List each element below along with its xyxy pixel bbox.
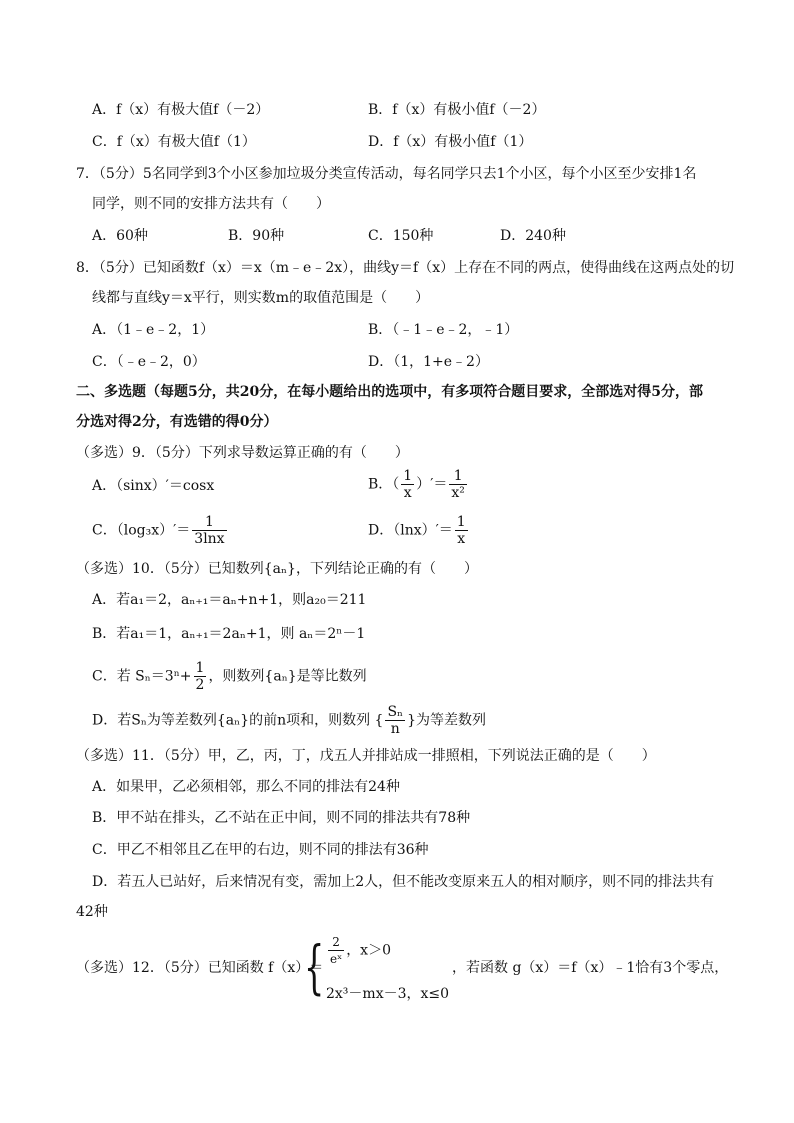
q9-b-result-denominator: x²: [451, 485, 465, 501]
q10-c-prefix: C．若 Sₙ＝3ⁿ+: [92, 668, 192, 685]
q7-option-b: B．90种: [228, 228, 285, 244]
q10-d-prefix: D．若Sₙ为等差数列{aₙ}的前n项和，则数列 {: [92, 712, 384, 729]
q9-d-numerator: 1: [456, 514, 466, 530]
q8-option-b: B．（﹣1﹣e﹣2，﹣1）: [368, 322, 519, 338]
q10-option-b: B．若a₁＝1，aₙ₊₁＝2aₙ+1，则 aₙ＝2ⁿ－1: [92, 626, 366, 642]
q10-d-suffix: }为等差数列: [407, 712, 487, 729]
q10-d-fraction: [385, 704, 405, 737]
q9-option-d: [368, 514, 470, 547]
q9-stem: （多选）9．（5分）下列求导数运算正确的有（ ）: [76, 445, 409, 461]
q11-option-a: A．如果甲，乙必须相邻，那么不同的排法有24种: [92, 779, 400, 795]
q9-d-denominator: x: [457, 531, 466, 547]
q12-stem-prefix: （多选）12．（5分）已知函数 f（x）＝: [76, 960, 324, 976]
q7-option-d: D．240种: [500, 228, 566, 244]
q10-d-denominator: n: [390, 721, 400, 737]
q12-case1-numerator: 2: [328, 934, 344, 951]
q9-b-middle: ）′＝: [416, 476, 448, 493]
q10-option-d: [92, 704, 486, 737]
q11-stem: （多选）11．（5分）甲，乙，丙，丁，戊五人并排站成一排照相，下列说法正确的是（ ）: [76, 748, 656, 764]
q10-option-a: A．若a₁＝2，aₙ₊₁＝aₙ+n+1，则a₂₀＝211: [92, 592, 367, 608]
q9-b-denominator: x: [403, 485, 412, 501]
q7-stem-line1: 7．（5分）5名同学到3个小区参加垃圾分类宣传活动，每名同学只去1个小区，每个小区至少安排1名: [76, 166, 697, 182]
q9-c-denominator: 3lnx: [194, 531, 225, 547]
q11-option-d-line1: D．若五人已站好，后来情况有变，需加上2人，但不能改变原来五人的相对顺序，则不同的排法共有: [92, 874, 715, 890]
q12-case-2: 2x³－mx－3，x≤0: [326, 986, 450, 1002]
section-heading-line1: 二、多选题（每题5分，共20分，在每小题给出的选项中，有多项符合题目要求，全部选对得5分，部: [76, 384, 703, 400]
q9-d-fraction: [455, 514, 468, 547]
q9-option-c: [92, 514, 229, 547]
q6-option-b: B．f（x）有极小值f（－2）: [368, 102, 546, 118]
q9-c-prefix: C．（log₃x）′＝: [92, 522, 191, 539]
q8-option-a: A．（1﹣e﹣2，1）: [92, 322, 215, 338]
q10-option-c: [92, 660, 367, 693]
q12-stem-suffix: ，若函数 g（x）＝f（x）﹣1恰有3个零点，: [452, 960, 729, 976]
q9-c-fraction: [192, 514, 226, 547]
q9-b-result-fraction: [449, 468, 467, 501]
q10-c-denominator: 2: [195, 677, 205, 693]
q10-d-numerator: Sₙ: [387, 704, 404, 720]
q9-c-numerator: 1: [192, 514, 226, 531]
q11-option-d-line2: 42种: [76, 904, 108, 920]
q10-c-suffix: ，则数列{aₙ}是等比数列: [208, 668, 367, 685]
q9-b-fraction: [401, 468, 414, 501]
q8-stem-line2: 线都与直线y＝x平行，则实数m的取值范围是（ ）: [92, 290, 430, 306]
q6-option-c: C．f（x）有极大值f（1）: [92, 134, 256, 150]
q8-stem-line1: 8．（5分）已知函数f（x）＝x（m﹣e﹣2x），曲线y＝f（x）上存在不同的两点，使得曲线在这两点处的切: [76, 260, 735, 276]
q12-case1-fraction: [328, 934, 344, 967]
q11-option-c: C．甲乙不相邻且乙在甲的右边，则不同的排法有36种: [92, 842, 429, 858]
piecewise-brace: {: [304, 933, 325, 1001]
q12-case1-denominator: eˣ: [330, 952, 343, 966]
section-heading-line2: 分选对得2分，有选错的得0分）: [76, 414, 278, 430]
q10-c-fraction: [194, 660, 207, 693]
q9-option-b: [368, 468, 469, 501]
q7-stem-line2: 同学，则不同的安排方法共有（ ）: [92, 196, 330, 212]
q9-b-result-numerator: 1: [449, 468, 467, 485]
q12-case-1: [326, 934, 391, 967]
q6-option-a: A．f（x）有极大值f（－2）: [92, 102, 270, 118]
q9-b-numerator: 1: [403, 468, 413, 484]
q7-option-c: C．150种: [368, 228, 434, 244]
q9-option-a: A．（sinx）′＝cosx: [92, 478, 215, 494]
q11-option-b: B．甲不站在排头，乙不站在正中间，则不同的排法共有78种: [92, 810, 471, 826]
q12-case1-condition: ，x＞0: [346, 942, 391, 959]
q9-d-prefix: D．（lnx）′＝: [368, 522, 453, 539]
q7-option-a: A．60种: [92, 228, 148, 244]
q6-option-d: D．f（x）有极小值f（1）: [368, 134, 533, 150]
q10-stem: （多选）10．（5分）已知数列{aₙ}，下列结论正确的有（ ）: [76, 561, 478, 577]
q10-c-numerator: 1: [195, 660, 205, 676]
q9-b-prefix: B．（: [368, 476, 400, 493]
q8-option-c: C．（﹣e﹣2，0）: [92, 354, 206, 370]
q8-option-d: D．（1，1+e﹣2）: [368, 354, 489, 370]
